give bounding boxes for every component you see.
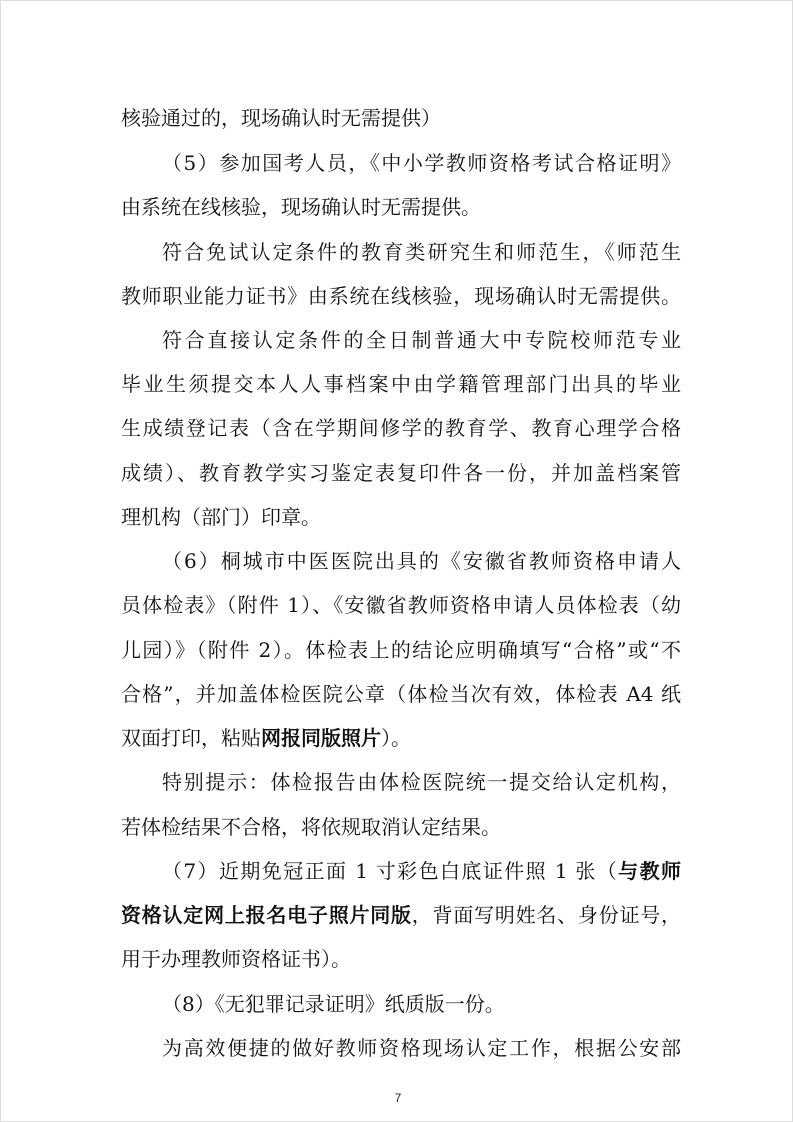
text-line: 由系统在线核验，现场确认时无需提供。 <box>121 195 481 219</box>
text-line: 成绩）、教育教学实习鉴定表复印件各一份，并加盖档案管 <box>121 461 681 485</box>
text-line: 理机构（部门）印章。 <box>121 505 321 529</box>
text-line: 员体检表》（附件 1）、《安徽省教师资格申请人员体检表（幼 <box>121 593 681 617</box>
text-run: （7）近期免冠正面 1 寸彩色白底证件照 1 张（ <box>162 859 619 883</box>
text-run: ）。 <box>381 726 411 750</box>
text-line: 生成绩登记表（含在学期间修学的教育学、教育心理学合格 <box>121 416 681 440</box>
text-line: 核验通过的，现场确认时无需提供） <box>121 106 441 130</box>
text-line: 儿园）》（附件 2）。体检表上的结论应明确填写“合格”或“不 <box>121 638 681 662</box>
text-line: 毕业生须提交本人人事档案中由学籍管理部门出具的毕业 <box>121 372 681 396</box>
bold-text-run: 与教师 <box>618 859 682 883</box>
text-line: 特别提示：体检报告由体检医院统一提交给认定机构， <box>162 770 681 794</box>
text-run: 双面打印，粘贴 <box>121 726 261 750</box>
text-line <box>162 854 681 888</box>
bold-text-run: 网报同版照片 <box>261 726 381 750</box>
text-line: （8）《无犯罪记录证明》纸质版一份。 <box>162 992 505 1016</box>
text-line: 符合直接认定条件的全日制普通大中专院校师范专业 <box>162 328 681 352</box>
text-run: ，背面写明姓名、身份证号， <box>411 903 682 927</box>
text-line: （6）桐城市中医医院出具的《安徽省教师资格申请人 <box>162 549 681 573</box>
text-line: 为高效便捷的做好教师资格现场认定工作，根据公安部 <box>162 1036 681 1060</box>
text-line: 教师职业能力证书》由系统在线核验，现场确认时无需提供。 <box>121 284 681 308</box>
text-line: 符合免试认定条件的教育类研究生和师范生，《师范生 <box>162 240 681 264</box>
text-line: （5）参加国考人员，《中小学教师资格考试合格证明》 <box>162 151 681 175</box>
text-line: 用于办理教师资格证书）。 <box>121 947 351 971</box>
text-line: 合格”，并加盖体检医院公章（体检当次有效，体检表 A4 纸 <box>121 682 681 706</box>
page-number: 7 <box>394 1091 402 1105</box>
bold-text-run: 资格认定网上报名电子照片同版 <box>121 903 412 927</box>
text-line <box>121 898 681 932</box>
text-line: 若体检结果不合格，将依规取消认定结果。 <box>121 815 501 839</box>
text-line <box>121 721 681 755</box>
